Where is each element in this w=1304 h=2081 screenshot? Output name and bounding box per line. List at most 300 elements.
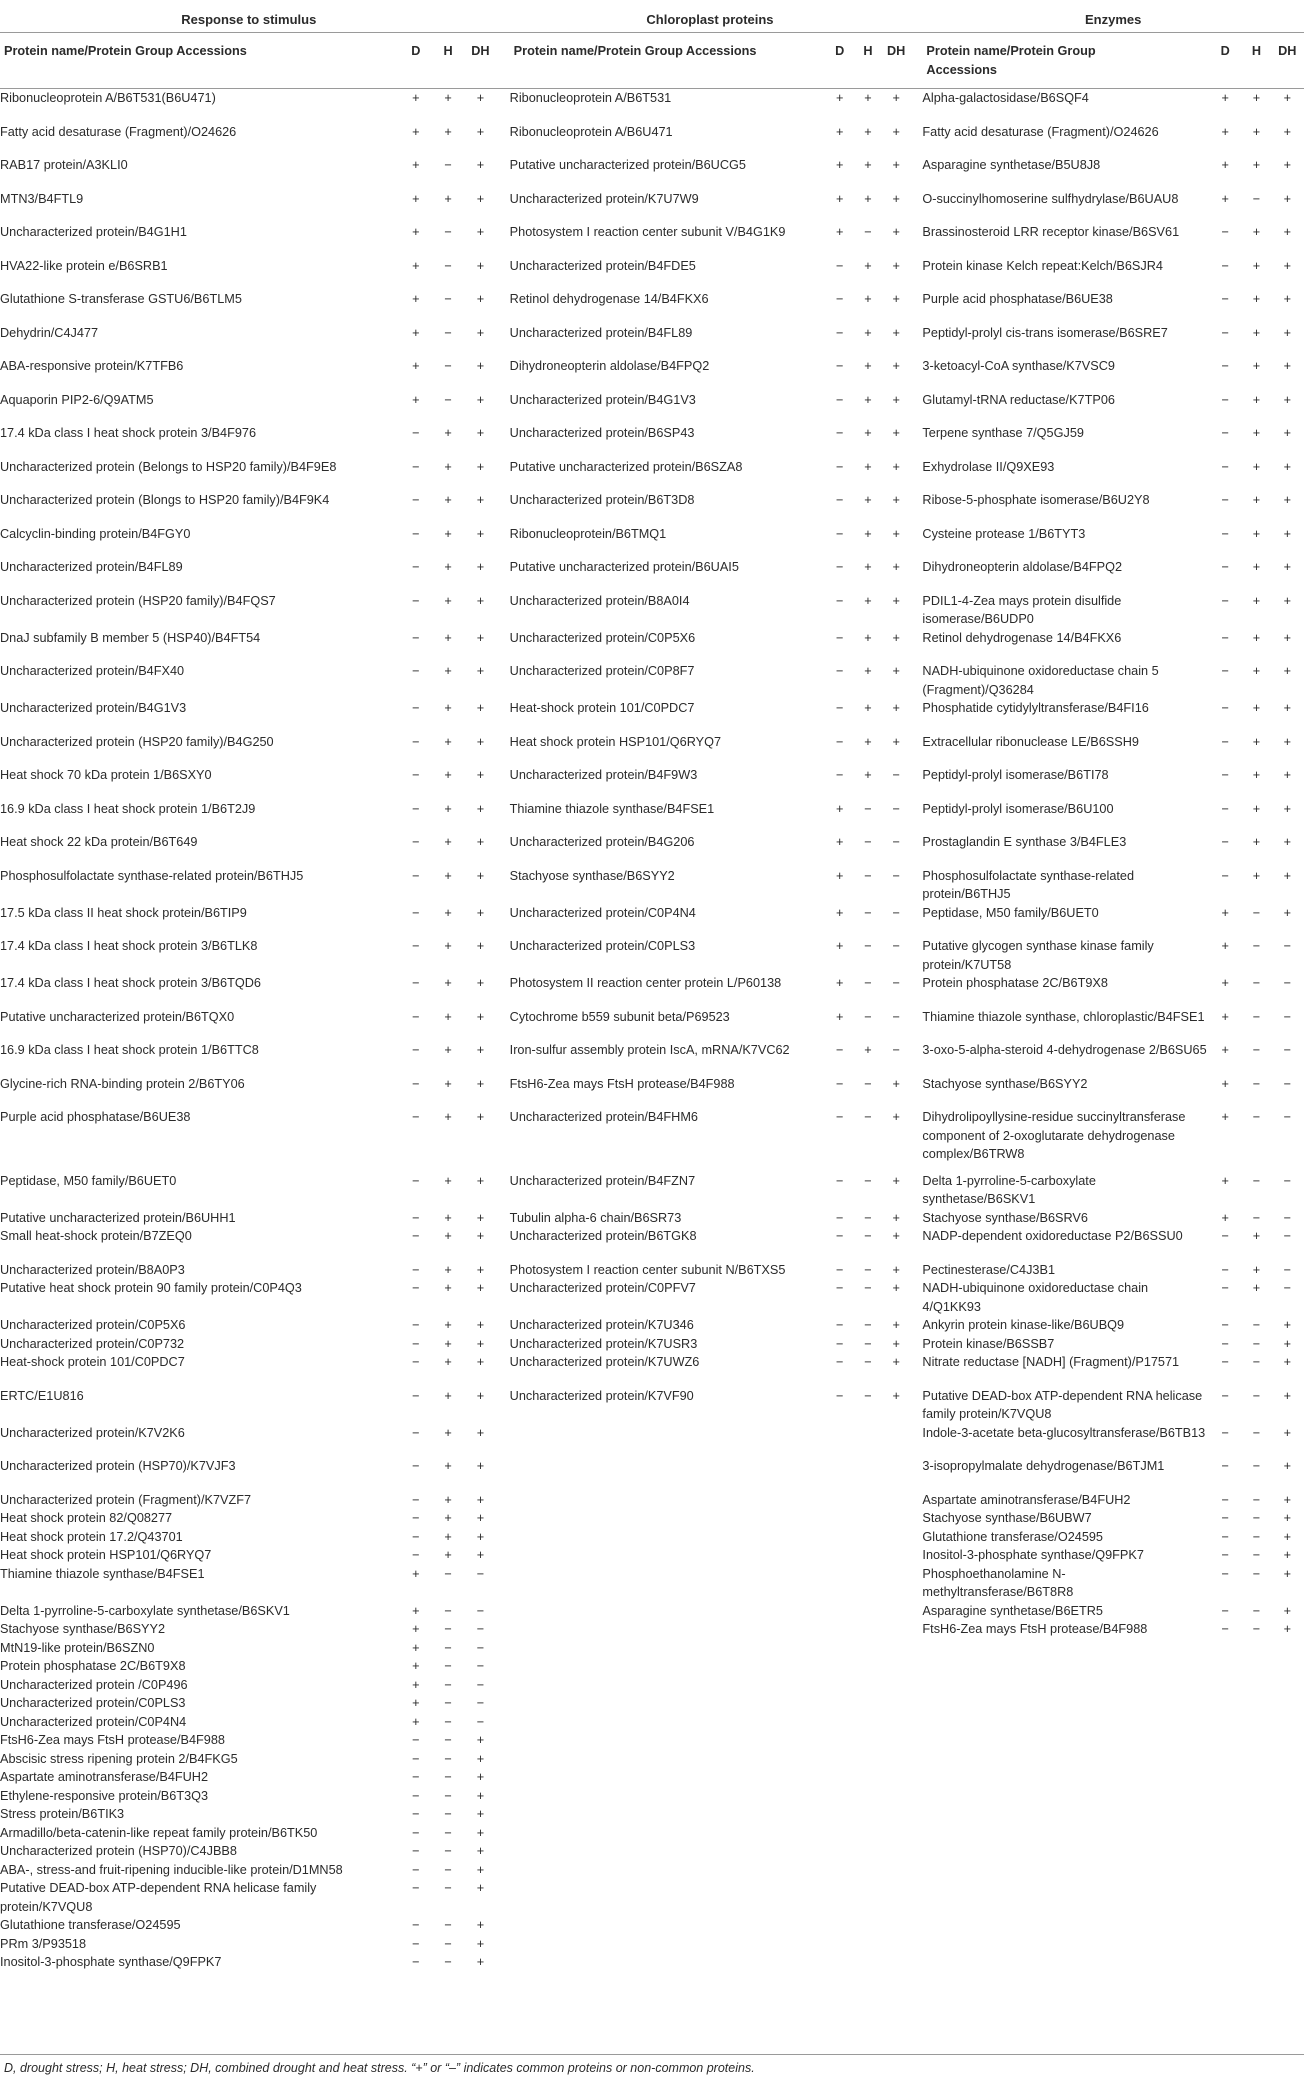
presence-h: + bbox=[1252, 1229, 1261, 1243]
presence-d: − bbox=[1221, 835, 1229, 849]
protein-name-response: Uncharacterized protein/B4FX40 bbox=[0, 664, 185, 678]
presence-h: + bbox=[444, 593, 452, 608]
presence-h: − bbox=[1252, 939, 1261, 953]
table-row bbox=[0, 1861, 1304, 1880]
presence-dh bbox=[882, 1953, 910, 1972]
protein-name-enzymes bbox=[922, 1768, 1208, 1787]
presence-d: − bbox=[835, 701, 844, 715]
table-row bbox=[0, 1916, 1304, 1935]
presence-d bbox=[826, 1528, 854, 1547]
column-gap bbox=[498, 904, 510, 938]
column-gap bbox=[498, 1509, 510, 1528]
presence-dh: + bbox=[476, 426, 485, 440]
column-gap bbox=[498, 1787, 510, 1806]
presence-h bbox=[1242, 1676, 1270, 1695]
column-header-name-line2: Accessions bbox=[926, 63, 997, 77]
table-row bbox=[0, 1842, 1304, 1861]
protein-name-enzymes: Ankyrin protein kinase-like/B6UBQ9 bbox=[922, 1318, 1125, 1332]
presence-d: + bbox=[412, 1566, 420, 1581]
presence-h: − bbox=[444, 1825, 452, 1840]
presence-d: − bbox=[835, 664, 844, 678]
protein-name-enzymes bbox=[922, 1879, 1208, 1916]
column-gap bbox=[498, 1620, 510, 1639]
protein-name-enzymes: Peptidyl-prolyl isomerase/B6U100 bbox=[922, 801, 1114, 816]
protein-name-chloroplast: Uncharacterized protein/C0P8F7 bbox=[509, 664, 695, 678]
presence-dh: + bbox=[1283, 493, 1292, 507]
presence-h: + bbox=[444, 91, 452, 105]
presence-d: − bbox=[835, 493, 844, 507]
column-gap bbox=[498, 1916, 510, 1935]
column-gap bbox=[498, 1657, 510, 1676]
presence-d: − bbox=[835, 630, 844, 645]
column-gap bbox=[498, 1694, 510, 1713]
presence-d: − bbox=[1221, 359, 1229, 373]
presence-d: − bbox=[835, 459, 844, 474]
protein-name-response: Uncharacterized protein (HSP20 family)/B4FQS7 bbox=[0, 593, 276, 608]
protein-name-enzymes: Inositol-3-phosphate synthase/Q9FPK7 bbox=[922, 1548, 1144, 1562]
protein-name-chloroplast bbox=[510, 1731, 826, 1750]
presence-d: − bbox=[412, 905, 420, 920]
presence-d: − bbox=[412, 593, 420, 608]
column-gap bbox=[910, 1713, 922, 1732]
table-row bbox=[0, 1316, 1304, 1335]
protein-name-response: Abscisic stress ripening protein 2/B4FKG5 bbox=[0, 1751, 238, 1766]
column-gap bbox=[910, 190, 922, 224]
protein-name-enzymes: NADH-ubiquinone oxidoreductase chain 4/Q1KK93 bbox=[922, 1281, 1149, 1314]
presence-dh: + bbox=[476, 1110, 485, 1124]
presence-dh: + bbox=[1283, 258, 1292, 273]
column-gap bbox=[498, 1353, 510, 1387]
presence-d: + bbox=[835, 905, 844, 920]
protein-name-chloroplast bbox=[510, 1620, 826, 1639]
presence-d: + bbox=[835, 801, 844, 816]
protein-name-enzymes: Brassinosteroid LRR receptor kinase/B6SV61 bbox=[922, 225, 1180, 239]
presence-dh bbox=[1271, 1731, 1304, 1750]
presence-dh bbox=[882, 1602, 910, 1621]
presence-h: − bbox=[444, 1622, 452, 1636]
presence-dh bbox=[1271, 1676, 1304, 1695]
protein-name-enzymes: Cysteine protease 1/B6TYT3 bbox=[922, 526, 1086, 541]
presence-h bbox=[1242, 1842, 1270, 1861]
presence-h bbox=[854, 1676, 882, 1695]
presence-d: − bbox=[1221, 1603, 1229, 1618]
presence-h: − bbox=[444, 1566, 452, 1581]
column-gap bbox=[498, 1227, 510, 1261]
column-gap bbox=[910, 156, 922, 190]
presence-d bbox=[826, 1424, 854, 1458]
presence-d: − bbox=[1221, 459, 1229, 474]
presence-d: + bbox=[1221, 158, 1229, 172]
presence-h bbox=[854, 1565, 882, 1602]
presence-d: + bbox=[412, 1677, 420, 1692]
protein-name-chloroplast bbox=[510, 1824, 826, 1843]
table-row bbox=[0, 1261, 1304, 1280]
column-gap bbox=[910, 1768, 922, 1787]
protein-name-response: Purple acid phosphatase/B6UE38 bbox=[0, 1110, 191, 1124]
presence-h: − bbox=[864, 1388, 872, 1403]
column-gap bbox=[498, 1879, 510, 1916]
presence-h: + bbox=[444, 526, 452, 541]
presence-d: − bbox=[1221, 560, 1229, 574]
presence-h bbox=[854, 1842, 882, 1861]
protein-name-chloroplast bbox=[510, 1842, 826, 1861]
table-row bbox=[0, 1824, 1304, 1843]
presence-d: − bbox=[412, 1807, 420, 1821]
presence-d: − bbox=[1221, 1511, 1229, 1525]
table-row bbox=[0, 223, 1304, 257]
column-gap bbox=[498, 974, 510, 1008]
presence-d bbox=[826, 1861, 854, 1880]
protein-name-response: Heat-shock protein 101/C0PDC7 bbox=[0, 1355, 185, 1369]
column-gap bbox=[910, 699, 922, 733]
presence-dh: + bbox=[892, 1210, 900, 1225]
column-gap bbox=[910, 592, 922, 629]
presence-h bbox=[1242, 1694, 1270, 1713]
protein-name-response: Ethylene-responsive protein/B6T3Q3 bbox=[0, 1788, 209, 1803]
presence-dh: + bbox=[476, 1825, 485, 1840]
table-row bbox=[0, 1676, 1304, 1695]
presence-d: − bbox=[1221, 258, 1229, 273]
protein-name-response: 17.5 kDa class II heat shock protein/B6TIP9 bbox=[0, 905, 247, 920]
column-header-h: H bbox=[1242, 33, 1270, 89]
presence-h: + bbox=[1252, 1262, 1261, 1277]
protein-name-chloroplast: Uncharacterized protein/C0P4N4 bbox=[509, 905, 696, 920]
table-row bbox=[0, 1041, 1304, 1075]
protein-name-chloroplast: Heat shock protein HSP101/Q6RYQ7 bbox=[509, 734, 722, 749]
protein-name-chloroplast bbox=[510, 1953, 826, 1972]
presence-h: + bbox=[444, 1173, 452, 1188]
presence-h bbox=[1242, 1657, 1270, 1676]
presence-dh: + bbox=[476, 1788, 485, 1803]
presence-dh: − bbox=[476, 1640, 485, 1655]
presence-d: − bbox=[412, 1844, 420, 1858]
presence-d: − bbox=[412, 939, 420, 953]
presence-d: − bbox=[412, 1459, 420, 1473]
column-gap bbox=[910, 1639, 922, 1658]
protein-name-chloroplast bbox=[510, 1861, 826, 1880]
protein-name-chloroplast bbox=[510, 1602, 826, 1621]
protein-name-enzymes bbox=[922, 1694, 1208, 1713]
column-gap bbox=[910, 1750, 922, 1769]
column-gap bbox=[910, 733, 922, 767]
presence-h bbox=[1242, 1953, 1270, 1972]
protein-name-chloroplast bbox=[510, 1916, 826, 1935]
presence-dh: + bbox=[892, 359, 900, 373]
presence-dh: + bbox=[1283, 191, 1292, 206]
presence-d: + bbox=[412, 225, 420, 239]
column-gap bbox=[910, 558, 922, 592]
presence-d: + bbox=[412, 1622, 420, 1636]
presence-dh: + bbox=[476, 701, 485, 715]
presence-d: + bbox=[412, 392, 420, 407]
presence-h: + bbox=[864, 560, 872, 574]
presence-dh bbox=[882, 1694, 910, 1713]
presence-h: + bbox=[1252, 868, 1261, 883]
presence-dh: + bbox=[1283, 1622, 1292, 1636]
column-gap bbox=[498, 458, 510, 492]
table-footnote: D, drought stress; H, heat stress; DH, combined drought and heat stress. “+” or “–” indicates common proteins or non-common proteins. bbox=[0, 2054, 1304, 2075]
presence-dh bbox=[882, 1509, 910, 1528]
presence-h: − bbox=[444, 1714, 452, 1729]
presence-dh: + bbox=[476, 560, 485, 574]
protein-name-enzymes bbox=[922, 1731, 1208, 1750]
protein-name-response: Uncharacterized protein/B4FL89 bbox=[0, 560, 183, 574]
presence-d: − bbox=[835, 1043, 844, 1057]
protein-name-chloroplast: Uncharacterized protein/B4G1V3 bbox=[509, 392, 696, 407]
presence-dh: + bbox=[476, 1459, 485, 1473]
protein-name-enzymes bbox=[922, 1805, 1208, 1824]
presence-h bbox=[854, 1620, 882, 1639]
presence-dh: + bbox=[476, 734, 485, 749]
column-gap bbox=[498, 1842, 510, 1861]
presence-h: + bbox=[1252, 292, 1261, 306]
protein-name-chloroplast: Uncharacterized protein/K7VF90 bbox=[509, 1388, 694, 1403]
table-row bbox=[0, 699, 1304, 733]
presence-dh: − bbox=[892, 1009, 900, 1024]
presence-dh: − bbox=[1283, 1262, 1292, 1277]
presence-h bbox=[1242, 1768, 1270, 1787]
column-gap bbox=[910, 1565, 922, 1602]
column-gap bbox=[498, 1075, 510, 1109]
presence-h: − bbox=[1252, 1043, 1261, 1057]
presence-h bbox=[1242, 1731, 1270, 1750]
presence-d: − bbox=[835, 734, 844, 749]
protein-name-response: PRm 3/P93518 bbox=[0, 1936, 87, 1951]
presence-d bbox=[826, 1657, 854, 1676]
presence-h: + bbox=[1252, 835, 1261, 849]
column-gap bbox=[910, 833, 922, 867]
presence-dh: − bbox=[476, 1696, 485, 1710]
presence-h bbox=[854, 1916, 882, 1935]
protein-name-enzymes bbox=[922, 1750, 1208, 1769]
presence-dh: + bbox=[892, 258, 900, 273]
presence-d bbox=[826, 1731, 854, 1750]
protein-name-response: ERTC/E1U816 bbox=[0, 1388, 84, 1403]
presence-dh: − bbox=[1283, 939, 1292, 953]
protein-name-enzymes bbox=[922, 1639, 1208, 1658]
column-header-name: Protein name/Protein Group Accessions bbox=[0, 33, 399, 89]
presence-h: + bbox=[444, 630, 452, 645]
table-row bbox=[0, 558, 1304, 592]
presence-d: − bbox=[412, 1955, 420, 1969]
protein-name-response: 17.4 kDa class I heat shock protein 3/B4F976 bbox=[0, 426, 257, 440]
protein-name-chloroplast bbox=[510, 1805, 826, 1824]
presence-h: + bbox=[1252, 701, 1261, 715]
presence-dh: − bbox=[476, 1659, 485, 1673]
column-gap bbox=[910, 491, 922, 525]
presence-dh: + bbox=[892, 225, 900, 239]
presence-d: − bbox=[835, 1076, 844, 1091]
presence-h: + bbox=[864, 701, 872, 715]
presence-d: + bbox=[412, 1714, 420, 1729]
presence-dh: + bbox=[476, 664, 485, 678]
protein-name-enzymes bbox=[922, 1935, 1208, 1954]
presence-d: − bbox=[412, 1355, 420, 1369]
presence-h: − bbox=[444, 1844, 452, 1858]
column-gap bbox=[498, 223, 510, 257]
table-row bbox=[0, 1694, 1304, 1713]
presence-dh: + bbox=[892, 325, 900, 340]
presence-dh bbox=[882, 1879, 910, 1916]
presence-h: + bbox=[1252, 593, 1261, 608]
protein-name-enzymes: Prostaglandin E synthase 3/B4FLE3 bbox=[922, 835, 1127, 849]
presence-d: + bbox=[1221, 124, 1229, 139]
presence-h: + bbox=[1252, 359, 1261, 373]
column-gap bbox=[910, 1602, 922, 1621]
column-gap bbox=[498, 558, 510, 592]
presence-h bbox=[854, 1750, 882, 1769]
protein-name-enzymes: Delta 1-pyrroline-5-carboxylate synthetase/B6SKV1 bbox=[922, 1173, 1096, 1206]
presence-h bbox=[1242, 1750, 1270, 1769]
presence-dh: + bbox=[1283, 768, 1292, 782]
presence-d: + bbox=[835, 939, 844, 953]
presence-h: − bbox=[444, 225, 452, 239]
column-gap bbox=[498, 733, 510, 767]
protein-name-enzymes bbox=[922, 1676, 1208, 1695]
protein-name-response: Putative heat shock protein 90 family protein/C0P4Q3 bbox=[0, 1281, 302, 1295]
presence-h bbox=[854, 1528, 882, 1547]
protein-name-response: HVA22-like protein e/B6SRB1 bbox=[0, 258, 168, 273]
presence-h bbox=[1242, 1935, 1270, 1954]
presence-dh: + bbox=[1283, 734, 1292, 749]
presence-d: − bbox=[835, 1262, 844, 1277]
column-gap bbox=[498, 1768, 510, 1787]
presence-h: − bbox=[444, 1788, 452, 1803]
presence-h: − bbox=[444, 1807, 452, 1821]
presence-dh: + bbox=[476, 976, 485, 990]
presence-dh: − bbox=[1283, 1076, 1292, 1091]
presence-h bbox=[854, 1768, 882, 1787]
presence-h: + bbox=[1252, 258, 1261, 273]
presence-h bbox=[854, 1694, 882, 1713]
presence-d: − bbox=[412, 1009, 420, 1024]
presence-h: − bbox=[1252, 1336, 1261, 1351]
presence-dh bbox=[1271, 1916, 1304, 1935]
presence-d: − bbox=[1221, 1318, 1229, 1332]
presence-dh: + bbox=[476, 1751, 485, 1766]
presence-h: + bbox=[444, 868, 452, 883]
presence-d: − bbox=[412, 1110, 420, 1124]
presence-h: + bbox=[864, 1043, 872, 1057]
protein-name-response: Putative DEAD-box ATP-dependent RNA helicase family protein/K7VQU8 bbox=[0, 1881, 317, 1914]
presence-d bbox=[826, 1546, 854, 1565]
column-gap bbox=[498, 357, 510, 391]
protein-name-enzymes: Asparagine synthetase/B5U8J8 bbox=[922, 158, 1101, 172]
protein-name-enzymes: Stachyose synthase/B6SRV6 bbox=[922, 1210, 1088, 1225]
presence-h: − bbox=[444, 1770, 452, 1784]
presence-d bbox=[826, 1824, 854, 1843]
presence-dh: + bbox=[476, 1076, 485, 1091]
column-gap bbox=[498, 833, 510, 867]
column-gap bbox=[910, 974, 922, 1008]
presence-h: − bbox=[864, 1229, 872, 1243]
presence-h: + bbox=[864, 664, 872, 678]
presence-h: + bbox=[444, 1388, 452, 1403]
presence-d: − bbox=[835, 325, 844, 340]
presence-dh: + bbox=[892, 664, 900, 678]
presence-dh bbox=[882, 1424, 910, 1458]
presence-d: − bbox=[412, 1936, 420, 1951]
presence-h: + bbox=[1252, 325, 1261, 340]
presence-dh: + bbox=[892, 734, 900, 749]
column-gap bbox=[910, 1335, 922, 1354]
column-gap bbox=[910, 391, 922, 425]
presence-h bbox=[854, 1935, 882, 1954]
presence-h bbox=[854, 1546, 882, 1565]
presence-d: + bbox=[835, 976, 844, 990]
protein-name-response: Protein phosphatase 2C/B6T9X8 bbox=[0, 1659, 186, 1673]
group-gap bbox=[910, 6, 922, 33]
presence-dh: − bbox=[476, 1622, 485, 1636]
presence-h bbox=[1242, 1805, 1270, 1824]
table-row bbox=[0, 592, 1304, 629]
presence-d: − bbox=[1221, 801, 1229, 816]
table-row bbox=[0, 1491, 1304, 1510]
column-gap bbox=[498, 89, 510, 123]
column-gap bbox=[910, 1353, 922, 1387]
presence-dh: + bbox=[476, 939, 485, 953]
presence-h: + bbox=[1252, 526, 1261, 541]
presence-dh: + bbox=[1283, 905, 1292, 920]
protein-name-enzymes: Purple acid phosphatase/B6UE38 bbox=[922, 292, 1113, 306]
presence-dh: + bbox=[476, 630, 485, 645]
presence-d: + bbox=[1221, 1009, 1229, 1024]
presence-d: − bbox=[412, 1043, 420, 1057]
column-gap bbox=[910, 1209, 922, 1228]
table-row bbox=[0, 904, 1304, 938]
protein-name-response: 16.9 kDa class I heat shock protein 1/B6T2J9 bbox=[0, 801, 256, 816]
column-gap bbox=[910, 1916, 922, 1935]
presence-h: + bbox=[864, 734, 872, 749]
table-row bbox=[0, 1387, 1304, 1424]
protein-name-enzymes: 3-oxo-5-alpha-steroid 4-dehydrogenase 2/B6SU65 bbox=[922, 1043, 1207, 1057]
presence-dh: + bbox=[892, 91, 900, 105]
presence-d bbox=[1208, 1713, 1242, 1732]
presence-d: − bbox=[1221, 1336, 1229, 1351]
presence-d: − bbox=[412, 526, 420, 541]
column-header-d: D bbox=[826, 33, 854, 89]
presence-d: + bbox=[412, 158, 420, 172]
protein-name-chloroplast: Uncharacterized protein/K7U346 bbox=[509, 1318, 694, 1332]
table-row bbox=[0, 391, 1304, 425]
presence-h: − bbox=[1252, 1511, 1261, 1525]
presence-h bbox=[1242, 1824, 1270, 1843]
presence-d: + bbox=[412, 191, 420, 206]
presence-h: − bbox=[1252, 1110, 1261, 1124]
presence-d: − bbox=[412, 1751, 420, 1766]
presence-h: + bbox=[444, 1425, 452, 1440]
protein-name-response: MTN3/B4FTL9 bbox=[0, 191, 84, 206]
table-row bbox=[0, 1424, 1304, 1458]
presence-h: − bbox=[444, 1733, 452, 1747]
presence-dh: + bbox=[1283, 701, 1292, 715]
column-header-d: D bbox=[399, 33, 433, 89]
presence-d bbox=[1208, 1824, 1242, 1843]
protein-name-chloroplast: Retinol dehydrogenase 14/B4FKX6 bbox=[509, 292, 709, 306]
presence-dh: + bbox=[476, 292, 485, 306]
presence-h: + bbox=[1252, 426, 1261, 440]
presence-d: − bbox=[1221, 701, 1229, 715]
presence-d: − bbox=[835, 1388, 844, 1403]
protein-name-response: ABA-responsive protein/K7TFB6 bbox=[0, 359, 184, 373]
protein-name-enzymes: Terpene synthase 7/Q5GJ59 bbox=[922, 426, 1084, 440]
presence-dh: + bbox=[476, 868, 485, 883]
column-gap bbox=[910, 1676, 922, 1695]
presence-dh: + bbox=[1283, 1566, 1292, 1581]
presence-d: + bbox=[1221, 1076, 1229, 1091]
presence-dh: + bbox=[1283, 1459, 1292, 1473]
column-gap bbox=[498, 937, 510, 974]
